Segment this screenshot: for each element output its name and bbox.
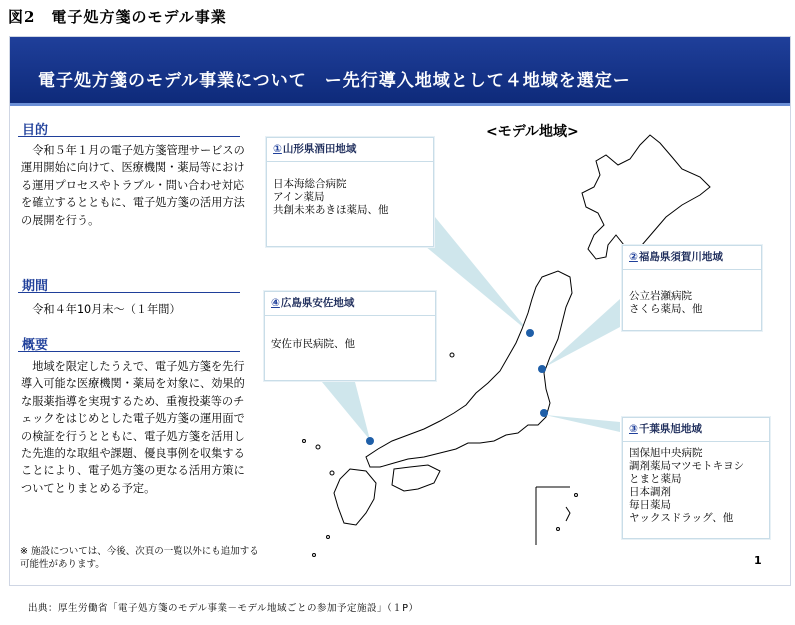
region-name: 山形県酒田地域 [282, 143, 357, 155]
map-island [575, 494, 578, 497]
callout-hiroshima [264, 291, 436, 381]
region-name: 福島県須賀川地域 [638, 251, 723, 263]
overview-heading-text: 概要 [22, 338, 49, 353]
callout-pointer-3 [545, 415, 620, 432]
facility-item: 毎日薬局 [629, 499, 671, 511]
facility-item: アイン薬局 [273, 191, 325, 203]
callout-chiba [622, 417, 770, 539]
facility-item: ヤックスドラッグ、他 [629, 512, 734, 524]
region-name: 千葉県旭地域 [638, 423, 702, 435]
callout-hiroshima-header [265, 292, 435, 316]
map-okinawa [566, 507, 570, 521]
map-hokkaido [582, 135, 710, 259]
map-shikoku [392, 465, 440, 491]
purpose-heading-text: 目的 [22, 123, 49, 138]
facility-item: 国保旭中央病院 [629, 447, 703, 459]
facility-item: 公立岩瀬病院 [629, 290, 692, 302]
marker-asa [366, 437, 374, 445]
page-number: 1 [754, 554, 762, 567]
okinawa-inset-frame [536, 487, 570, 545]
figure-title: 図2 電子処方箋のモデル事業 [8, 8, 227, 26]
map-island [316, 445, 320, 449]
facility-item: とまと薬局 [629, 473, 682, 485]
region-number: ④ [271, 297, 280, 309]
purpose-text: 令和５年１月の電子処方箋管理サービスの運用開始に向けて、医療機関・薬局等における運用プロセスやトラブル・問い合わせ対応を確立するとともに、電子処方箋の活用方法の展開を行う。 [21, 144, 245, 227]
region-number: ③ [629, 423, 638, 435]
source-citation: 出典：厚生労働省「電子処方箋のモデル事業－モデル地域ごとの参加予定施設」（１P） [28, 603, 419, 614]
callout-chiba-header [623, 418, 769, 442]
marker-asahi [540, 409, 548, 417]
facility-item: 調剤薬局マツモトキヨシ [629, 460, 745, 472]
callout-fukushima [622, 245, 762, 331]
callout-yamagata [266, 137, 434, 247]
region-name: 広島県安佐地域 [280, 297, 355, 309]
overview-text: 地域を限定したうえで、電子処方箋を先行導入可能な医療機関・薬局を対象に、効果的な服薬指導を実現するため、重複投薬等のチェックをはじめとした電子処方箋の運用面での検証を行うとともに、電子処方箋を活用した先進的な取組や課題、優良事例を収集することにより、電子処方箋の更なる活用方策についてとりまとめる予定。 [21, 360, 245, 495]
facility-item: 共創未来あきほ薬局、他 [273, 204, 389, 216]
facility-item: さくら薬局、他 [629, 303, 703, 315]
facility-item: 安佐市民病院、他 [271, 338, 355, 350]
map-kyushu [334, 469, 376, 525]
facility-item: 日本調剤 [629, 486, 671, 498]
period-text: 令和４年10月末～（１年間） [32, 303, 181, 316]
region-number: ① [273, 143, 282, 155]
map-island [313, 554, 316, 557]
map-island [557, 528, 560, 531]
region-number: ② [629, 251, 638, 263]
marker-sukagawa [538, 365, 546, 373]
map-title: <モデル地域> [486, 124, 579, 140]
callout-yamagata-header [267, 138, 433, 162]
facility-item: 日本海総合病院 [273, 178, 347, 190]
footnote: ※ 施設については、今後、次頁の一覧以外にも追加する可能性があります。 [20, 546, 259, 570]
map-island [303, 440, 306, 443]
map-island [330, 471, 334, 475]
map-island [450, 353, 454, 357]
period-heading-text: 期間 [22, 279, 49, 294]
callout-fukushima-header [623, 246, 761, 270]
marker-sakata [526, 329, 534, 337]
map-island [327, 536, 330, 539]
banner-title: 電子処方箋のモデル事業について ー先行導入地域として４地域を選定ー [38, 71, 631, 91]
slide [9, 36, 791, 586]
callout-pointer-4 [322, 382, 370, 440]
